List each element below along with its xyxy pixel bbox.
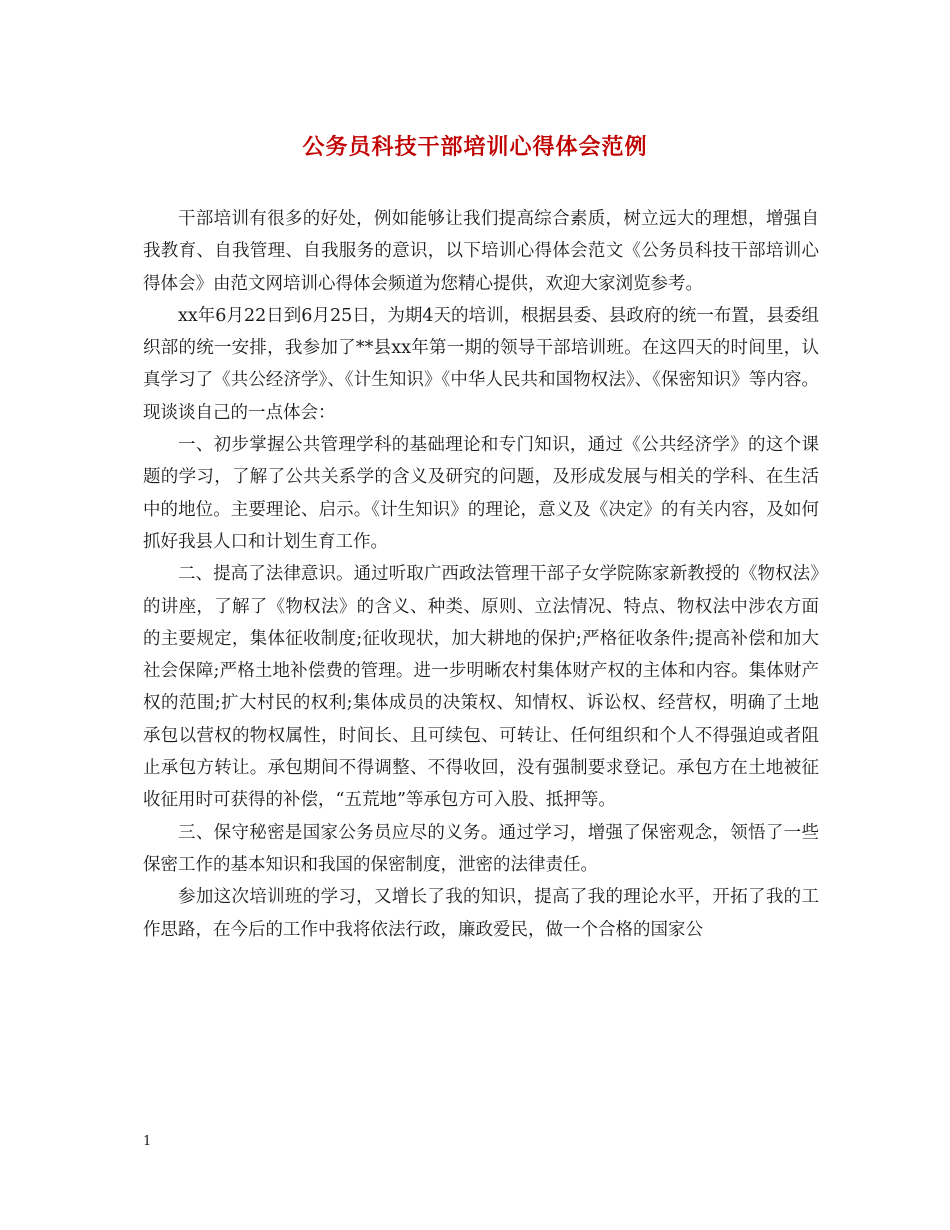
paragraph-conclusion: 参加这次培训班的学习，又增长了我的知识，提高了我的理论水平，开拓了我的工作思路，在今后的工作中我将依法行政，廉政爱民，做一个合格的国家公 [143, 887, 819, 940]
paragraph-point-two: 二、提高了法律意识。通过听取广西政法管理干部子女学院陈家新教授的《物权法》的讲座，了解了《物权法》的含义、种类、原则、立法情况、特点、物权法中涉农方面的主要规定，集体征收制度;征收现状，加大耕地的保护;严格征收条件;提高补偿和加大社会保障;严格土地补偿费的管理。进一步明晰农村集体财产权的主体和内容。集体财产权的范围;扩大村民的权利;集体成员的决策权、知情权、诉讼权、经营权，明确了土地承包以营权的物权属性，时间长、且可续包、可转让、任何组织和个人不得强迫或者阻止承包方转让。承包期间不得调整、不得收回，没有强制要求登记。承包方在土地被征收征用时可获得的补偿，“五荒地”等承包方可入股、抵押等。 [143, 564, 819, 811]
paragraph-training-overview: xx年6月22日到6月25日，为期4天的培训，根据县委、县政府的统一布置，县委组织部的统一安排，我参加了**县xx年第一期的领导干部培训班。在这四天的时间里，认真学习了《共公经济学》、《计生知识》《中华人民共和国物权法》、《保密知识》等内容。现谈谈自己的一点体会： [143, 305, 819, 423]
paragraph-intro: 干部培训有很多的好处，例如能够让我们提高综合素质，树立远大的理想，增强自我教育、自我管理、自我服务的意识，以下培训心得体会范文《公务员科技干部培训心得体会》由范文网培训心得体会频道为您精心提供，欢迎大家浏览参考。 [143, 209, 819, 294]
paragraph-point-three: 三、保守秘密是国家公务员应尽的义务。通过学习，增强了保密观念，领悟了一些保密工作的基本知识和我国的保密制度，泄密的法律责任。 [143, 822, 819, 875]
document-title: 公务员科技干部培训心得体会范例 [302, 134, 648, 160]
page-number: 1 [143, 1134, 152, 1149]
document-body [143, 203, 819, 946]
paragraph-point-one: 一、初步掌握公共管理学科的基础理论和专门知识，通过《公共经济学》的这个课题的学习，了解了公共关系学的含义及研究的问题，及形成发展与相关的学科、在生活中的地位。主要理论、启示。《计生知识》的理论，意义及《决定》的有关内容，及如何抓好我县人口和计划生育工作。 [143, 435, 819, 552]
